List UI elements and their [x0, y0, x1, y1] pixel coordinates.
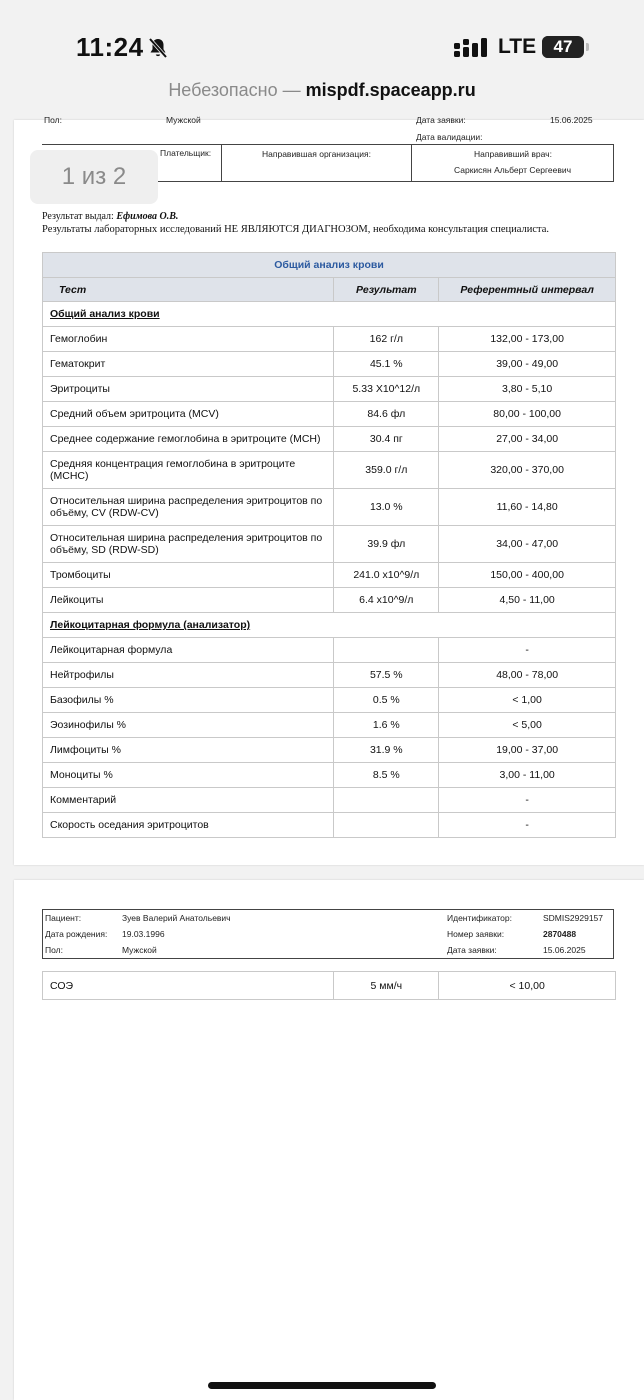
column-header-test: Тест — [43, 278, 334, 302]
test-result — [334, 813, 439, 838]
test-result: 31.9 % — [334, 738, 439, 763]
test-result: 5.33 X10^12/л — [334, 377, 439, 402]
test-name: Лимфоциты % — [43, 738, 334, 763]
test-name: Лейкоцитарная формула — [43, 638, 334, 663]
order-date-label: Дата заявки: — [416, 115, 466, 125]
test-result: 13.0 % — [334, 489, 439, 526]
section-title: Лейкоцитарная формула (анализатор) — [43, 613, 616, 638]
table-row — [43, 427, 616, 452]
referring-org-label: Направившая организация: — [262, 149, 371, 159]
order-date-value: 15.06.2025 — [543, 945, 586, 955]
test-result: 39.9 фл — [334, 526, 439, 563]
test-reference: 320,00 - 370,00 — [439, 452, 616, 489]
test-reference: 48,00 - 78,00 — [439, 663, 616, 688]
test-name: Моноциты % — [43, 763, 334, 788]
test-result: 359.0 г/л — [334, 452, 439, 489]
table-row — [43, 352, 616, 377]
test-result: 6.4 х10^9/л — [334, 588, 439, 613]
test-result: 84.6 фл — [334, 402, 439, 427]
section-title: Общий анализ крови — [43, 302, 616, 327]
table-row — [43, 638, 616, 663]
page-counter: 1 из 2 — [30, 150, 158, 204]
table-row — [43, 452, 616, 489]
referring-doctor-value: Саркисян Альберт Сергеевич — [454, 165, 572, 175]
patient-label: Пациент: — [45, 913, 82, 923]
table-row — [43, 972, 616, 1000]
test-result: 5 мм/ч — [334, 972, 439, 1000]
table-row — [43, 563, 616, 588]
order-date-value: 15.06.2025 — [550, 115, 593, 125]
patient-header — [42, 909, 614, 959]
order-number-value: 2870488 — [543, 929, 577, 939]
test-name: Эозинофилы % — [43, 713, 334, 738]
test-result: 57.5 % — [334, 663, 439, 688]
battery-level: 47 — [553, 37, 573, 56]
patient-name: Зуев Валерий Анатольевич — [122, 913, 231, 923]
results-table — [42, 252, 616, 838]
test-reference: 19,00 - 37,00 — [439, 738, 616, 763]
table-row — [43, 489, 616, 526]
table-row — [43, 327, 616, 352]
test-reference: 150,00 - 400,00 — [439, 563, 616, 588]
test-name: СОЭ — [43, 972, 334, 1000]
test-name: Среднее содержание гемоглобина в эритроците (MCH) — [43, 427, 334, 452]
table-row — [43, 713, 616, 738]
id-value: SDMIS2929157 — [543, 913, 604, 923]
insecure-label: Небезопасно — — [168, 80, 301, 100]
test-reference: 80,00 - 100,00 — [439, 402, 616, 427]
issued-name: Ефимова О.В. — [116, 211, 179, 222]
test-reference: 34,00 - 47,00 — [439, 526, 616, 563]
test-name: Средний объем эритроцита (MCV) — [43, 402, 334, 427]
disclaimer: Результаты лабораторных исследований НЕ ЯВЛЯЮТСЯ ДИАГНОЗОМ, необходима консультация специалиста. — [42, 224, 550, 235]
table-row — [43, 688, 616, 713]
status-bar — [0, 0, 644, 80]
table-row — [43, 763, 616, 788]
table-row — [43, 663, 616, 688]
table-row — [43, 588, 616, 613]
column-header-reference: Референтный интервал — [439, 278, 616, 302]
order-date-label: Дата заявки: — [447, 945, 497, 955]
test-reference: 39,00 - 49,00 — [439, 352, 616, 377]
dob-label: Дата рождения: — [45, 929, 108, 939]
test-name: Средняя концентрация гемоглобина в эритроците (MCHC) — [43, 452, 334, 489]
test-name: Лейкоциты — [43, 588, 334, 613]
test-reference: 3,80 - 5,10 — [439, 377, 616, 402]
test-name: Гемоглобин — [43, 327, 334, 352]
test-reference: 132,00 - 173,00 — [439, 327, 616, 352]
issued-by — [42, 211, 178, 222]
signal-icon — [454, 38, 488, 58]
test-result: 30.4 пг — [334, 427, 439, 452]
test-reference: - — [439, 813, 616, 838]
table-title: Общий анализ крови — [43, 253, 616, 278]
test-name: Относительная ширина распределения эритроцитов по объёму, SD (RDW-SD) — [43, 526, 334, 563]
test-name: Нейтрофилы — [43, 663, 334, 688]
table-row — [43, 526, 616, 563]
payer-label: Плательщик: — [160, 148, 212, 158]
test-reference: 27,00 - 34,00 — [439, 427, 616, 452]
column-header-result: Результат — [334, 278, 439, 302]
test-result: 45.1 % — [334, 352, 439, 377]
test-reference: 4,50 - 11,00 — [439, 588, 616, 613]
sex-label: Пол: — [44, 115, 62, 125]
clock: 11:24 — [76, 32, 144, 62]
test-reference: < 10,00 — [439, 972, 616, 1000]
test-name: Относительная ширина распределения эритроцитов по объёму, CV (RDW-CV) — [43, 489, 334, 526]
test-result: 8.5 % — [334, 763, 439, 788]
test-result — [334, 788, 439, 813]
test-reference: < 5,00 — [439, 713, 616, 738]
issued-label: Результат выдал: — [42, 211, 114, 222]
test-name: Эритроциты — [43, 377, 334, 402]
referring-doctor-label: Направивший врач: — [474, 149, 552, 159]
battery-icon — [542, 36, 584, 58]
test-result: 241.0 х10^9/л — [334, 563, 439, 588]
test-result — [334, 638, 439, 663]
network-type: LTE — [498, 35, 537, 58]
test-result: 0.5 % — [334, 688, 439, 713]
test-name: Скорость оседания эритроцитов — [43, 813, 334, 838]
home-indicator[interactable] — [208, 1382, 436, 1389]
test-reference: 11,60 - 14,80 — [439, 489, 616, 526]
order-number-label: Номер заявки: — [447, 929, 505, 939]
test-result: 1.6 % — [334, 713, 439, 738]
bell-muted-icon — [146, 36, 170, 60]
test-reference: < 1,00 — [439, 688, 616, 713]
sex-label: Пол: — [45, 945, 63, 955]
sex-value: Мужской — [166, 115, 201, 125]
test-name: Комментарий — [43, 788, 334, 813]
test-name: Базофилы % — [43, 688, 334, 713]
url-domain: mispdf.spaceapp.ru — [305, 80, 476, 100]
table-row — [43, 377, 616, 402]
table-row — [43, 788, 616, 813]
test-result: 162 г/л — [334, 327, 439, 352]
test-reference: - — [439, 788, 616, 813]
id-label: Идентификатор: — [447, 913, 512, 923]
test-name: Гематокрит — [43, 352, 334, 377]
table-row — [43, 402, 616, 427]
address-bar[interactable] — [0, 80, 644, 114]
table-row — [43, 813, 616, 838]
dob-value: 19.03.1996 — [122, 929, 165, 939]
test-reference: 3,00 - 11,00 — [439, 763, 616, 788]
esr-table — [42, 971, 616, 1000]
test-reference: - — [439, 638, 616, 663]
table-row — [43, 738, 616, 763]
sex-value: Мужской — [122, 945, 157, 955]
validation-date-label: Дата валидации: — [416, 132, 483, 142]
test-name: Тромбоциты — [43, 563, 334, 588]
